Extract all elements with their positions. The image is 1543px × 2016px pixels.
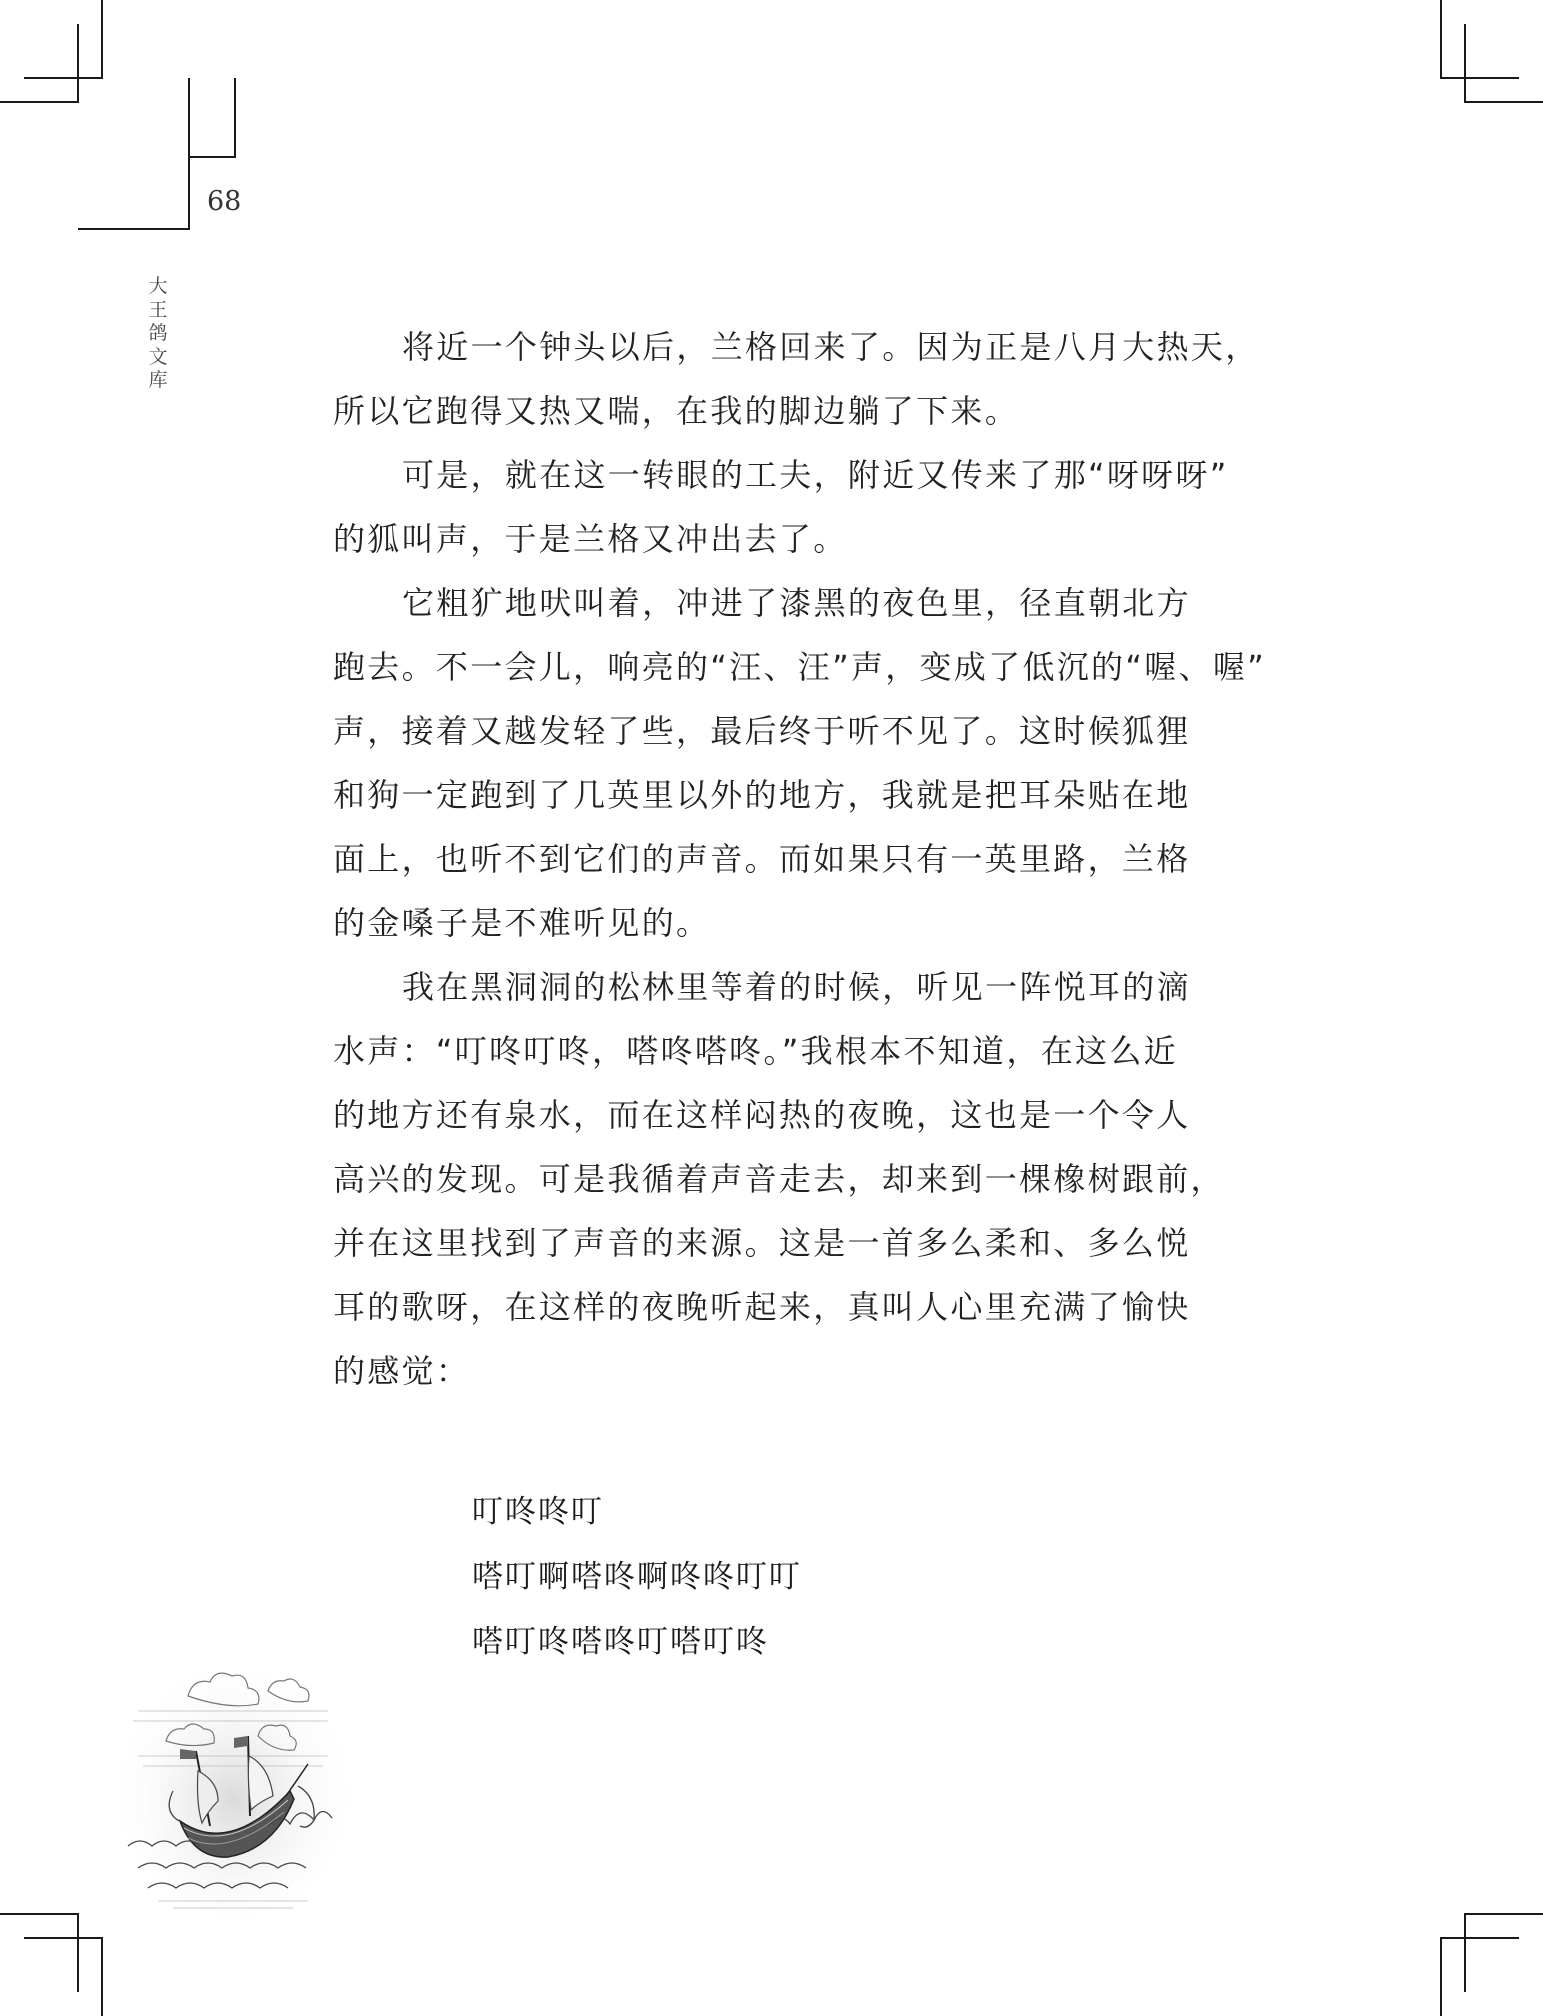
body-line: 的金嗓子是不难听见的。 [333, 904, 711, 942]
body-line: 面上，也听不到它们的声音。而如果只有一英里路，兰格 [333, 840, 1191, 878]
page-frame-left-v [188, 78, 190, 230]
crop-mark-top-left-inner-v [77, 24, 79, 103]
poem-line: 嗒叮咚嗒咚叮嗒叮咚 [472, 1624, 769, 1660]
page-frame-mid-h [188, 156, 236, 158]
page-frame-right-v [234, 78, 236, 158]
sailing-ship-illustration-icon [118, 1636, 350, 1918]
page-number: 68 [207, 186, 242, 217]
page-frame-bottom-h [78, 228, 190, 230]
crop-mark-top-left-inner-h [0, 101, 79, 103]
body-line: 跑去。不一会儿，响亮的“汪、汪”声，变成了低沉的“喔、喔” [333, 648, 1267, 686]
poem-line: 嗒叮啊嗒咚啊咚咚叮叮 [472, 1559, 802, 1595]
body-line: 的地方还有泉水，而在这样闷热的夜晚，这也是一个令人 [333, 1096, 1191, 1134]
crop-mark-bottom-left-outer-v [77, 1913, 79, 1992]
crop-mark-bottom-right-outer-v [1464, 1913, 1466, 1992]
body-line: 的感觉： [333, 1352, 471, 1390]
crop-mark-top-right-inner-h [1464, 101, 1543, 103]
crop-mark-bottom-right-inner-h [1440, 1937, 1519, 1939]
crop-mark-top-right-outer-h [1440, 77, 1519, 79]
body-line: 耳的歌呀，在这样的夜晚听起来，真叫人心里充满了愉快 [333, 1288, 1191, 1326]
crop-mark-bottom-right-outer-h [1464, 1913, 1543, 1915]
crop-mark-top-right-inner-v [1464, 24, 1466, 103]
crop-mark-bottom-left-inner-v [101, 1937, 103, 2016]
poem-block [472, 1480, 802, 1675]
series-label: 大王鸽文库 [148, 275, 168, 391]
crop-mark-bottom-right-inner-v [1440, 1937, 1442, 2016]
crop-mark-bottom-left-outer-h [0, 1913, 79, 1915]
crop-mark-bottom-left-inner-h [24, 1937, 103, 1939]
crop-mark-top-left-outer-v [101, 0, 103, 79]
crop-mark-top-left-outer-h [24, 77, 103, 79]
body-line: 并在这里找到了声音的来源。这是一首多么柔和、多么悦 [333, 1224, 1191, 1262]
body-line: 所以它跑得又热又喘，在我的脚边躺了下来。 [333, 392, 1020, 430]
body-line: 它粗犷地吠叫着，冲进了漆黑的夜色里，径直朝北方 [402, 584, 1191, 622]
crop-mark-top-right-outer-v [1440, 0, 1442, 79]
body-line: 高兴的发现。可是我循着声音走去，却来到一棵橡树跟前， [333, 1160, 1225, 1198]
body-line: 可是，就在这一转眼的工夫，附近又传来了那“呀呀呀” [402, 456, 1229, 494]
body-line: 水声：“叮咚叮咚，嗒咚嗒咚。”我根本不知道，在这么近 [333, 1032, 1178, 1070]
body-line: 我在黑洞洞的松林里等着的时候，听见一阵悦耳的滴 [402, 968, 1191, 1006]
body-line: 将近一个钟头以后，兰格回来了。因为正是八月大热天， [402, 328, 1260, 366]
body-line: 和狗一定跑到了几英里以外的地方，我就是把耳朵贴在地 [333, 776, 1191, 814]
body-line: 声，接着又越发轻了些，最后终于听不见了。这时候狐狸 [333, 712, 1191, 750]
poem-line: 叮咚咚叮 [472, 1494, 604, 1530]
body-line: 的狐叫声，于是兰格又冲出去了。 [333, 520, 848, 558]
